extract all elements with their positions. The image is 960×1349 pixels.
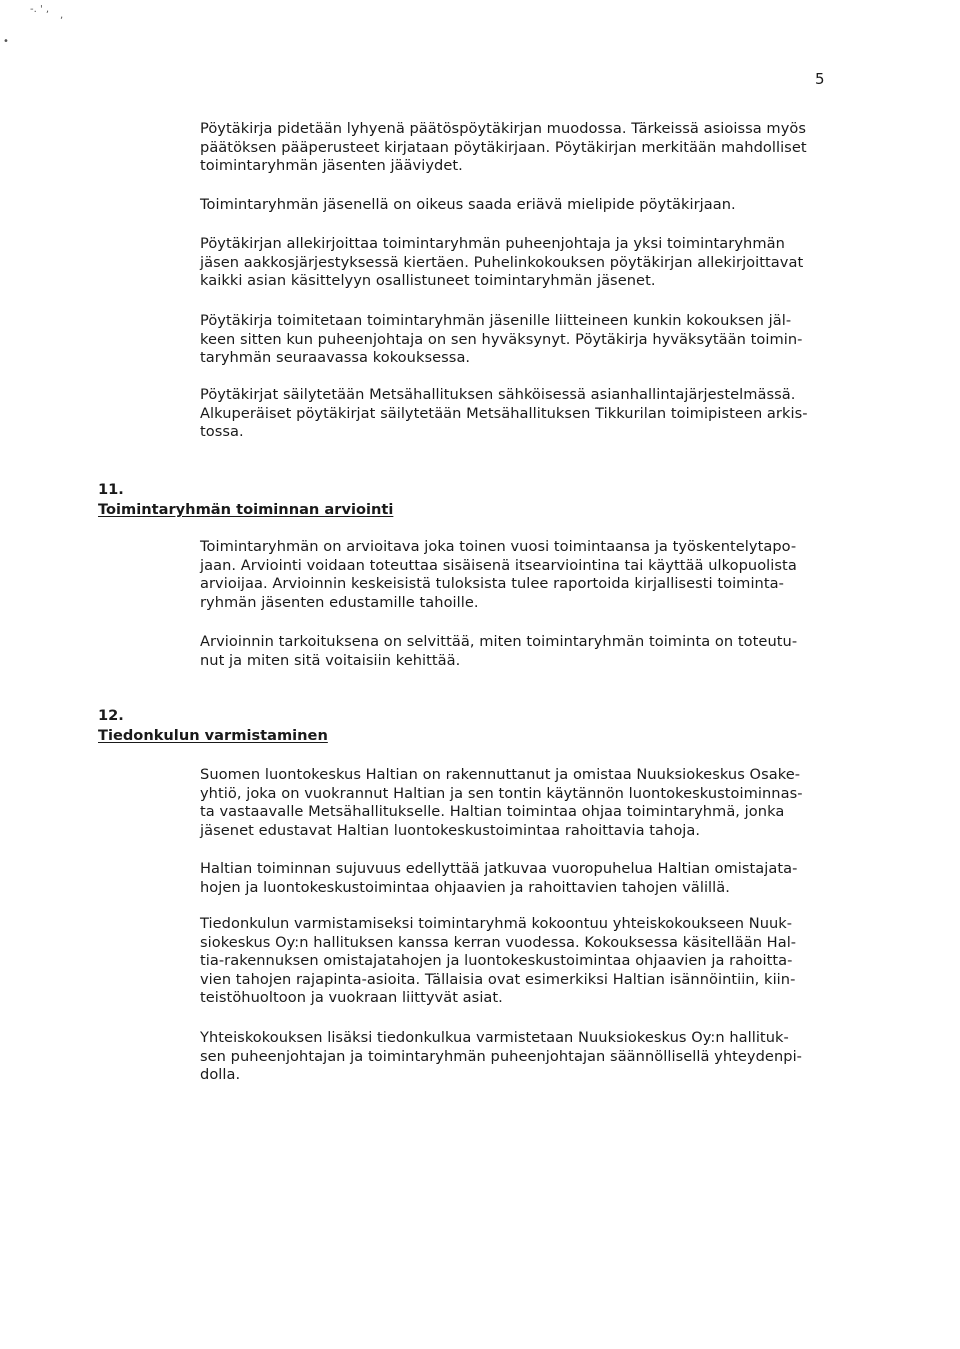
paragraph (200, 1029, 860, 1085)
text-line: Pöytäkirjan allekirjoittaa toimintaryhmän puheenjohtaja ja yksi toimintaryhmän (200, 235, 785, 252)
section-number: 12. (98, 707, 124, 724)
section-heading (98, 480, 393, 520)
text-line: Toimintaryhmän jäsenellä on oikeus saada eriävä mielipide pöytäkirjaan. (200, 196, 736, 213)
text-line: toimintaryhmän jäsenten jääviydet. (200, 157, 463, 175)
text-line: tia-rakennuksen omistajatahojen ja luontokeskustoimintaa ohjaavien ja rahoitta- (200, 952, 793, 970)
text-line: Pöytäkirjat säilytetään Metsähallituksen sähköisessä asianhallintajärjestelmässä. (200, 386, 796, 403)
text-line: jäsenet edustavat Haltian luontokeskustoimintaa rahoittavia tahoja. (200, 821, 701, 839)
text-line: Haltian toiminnan sujuvuus edellyttää jatkuvaa vuoropuhelua Haltian omistajata- (200, 860, 798, 877)
paragraph (200, 196, 860, 215)
text-line: tossa. (200, 423, 244, 441)
paragraph (200, 633, 860, 670)
text-line: sen puheenjohtajan ja toimintaryhmän puheenjohtajan säännöllisellä yhteydenpi- (200, 1047, 802, 1065)
paragraph (200, 538, 860, 612)
text-line: keen sitten kun puheenjohtaja on sen hyväksynyt. Pöytäkirja hyväksytään toimin- (200, 330, 803, 348)
paragraph (200, 766, 860, 840)
text-line: ryhmän jäsenten edustamille tahoille. (200, 593, 479, 611)
text-line: Pöytäkirja toimitetaan toimintaryhmän jäsenille liitteineen kunkin kokouksen jäl- (200, 312, 792, 329)
text-line: jäsen aakkosjärjestyksessä kiertäen. Puhelinkokouksen pöytäkirjan allekirjoittavat (200, 253, 804, 271)
text-line: arvioijaa. Arvioinnin keskeisistä tuloksista tulee raportoida kirjallisesti toiminta- (200, 575, 784, 593)
text-line: dolla. (200, 1066, 241, 1084)
text-line: hojen ja luontokeskustoimintaa ohjaavien ja rahoittavien tahojen välillä. (200, 878, 730, 896)
text-line: Arvioinnin tarkoituksena on selvittää, miten toimintaryhmän toiminta on toteutu- (200, 633, 798, 650)
paragraph (200, 386, 860, 442)
text-line: ta vastaavalle Metsähallitukselle. Haltian toimintaa ohjaa toimintaryhmä, jonka (200, 803, 785, 821)
section-title: Tiedonkulun varmistaminen (98, 727, 328, 744)
scan-artifact-mark: • (3, 36, 9, 47)
paragraph (200, 915, 860, 1008)
text-line: Yhteiskokouksen lisäksi tiedonkulkua varmistetaan Nuuksiokeskus Oy:n hallituk- (200, 1029, 789, 1046)
text-line: siokeskus Oy:n hallituksen kanssa kerran vuodessa. Kokouksessa käsitellään Hal- (200, 933, 797, 951)
scan-artifact-mark: -. ' , (30, 4, 50, 15)
text-line: jaan. Arviointi voidaan toteuttaa sisäisenä itsearviointina tai käyttää ulkopuolista (200, 556, 797, 574)
text-line: kaikki asian käsittelyyn osallistuneet toimintaryhmän jäsenet. (200, 272, 656, 290)
text-line: teistöhuoltoon ja vuokraan liittyvät asiat. (200, 989, 503, 1007)
text-line: Alkuperäiset pöytäkirjat säilytetään Metsähallituksen Tikkurilan toimipisteen arkis- (200, 404, 808, 422)
text-line: päätöksen pääperusteet kirjataan pöytäkirjaan. Pöytäkirjan merkitään mahdolliset (200, 138, 807, 156)
text-line: Toimintaryhmän on arvioitava joka toinen vuosi toimintaansa ja työskentelytapo- (200, 538, 797, 555)
text-line: yhtiö, joka on vuokrannut Haltian ja sen tontin käytännön luontokeskustoiminnas- (200, 784, 803, 802)
paragraph (200, 120, 860, 176)
paragraph (200, 312, 860, 368)
text-line: Pöytäkirja pidetään lyhyenä päätöspöytäkirjan muodossa. Tärkeissä asioissa myös (200, 120, 807, 137)
section-title: Toimintaryhmän toiminnan arviointi (98, 501, 394, 518)
section-heading (98, 706, 328, 746)
text-line: Suomen luontokeskus Haltian on rakennuttanut ja omistaa Nuuksiokeskus Osake- (200, 766, 801, 783)
text-line: Tiedonkulun varmistamiseksi toimintaryhmä kokoontuu yhteiskokoukseen Nuuk- (200, 915, 793, 932)
page-number: 5 (815, 70, 825, 88)
text-line: nut ja miten sitä voitaisiin kehittää. (200, 651, 461, 669)
section-number: 11. (98, 481, 124, 498)
text-line: vien tahojen rajapinta-asioita. Tällaisia ovat esimerkiksi Haltian isännöintiin, kiin- (200, 970, 796, 988)
text-line: taryhmän seuraavassa kokouksessa. (200, 349, 471, 367)
paragraph (200, 860, 860, 897)
scan-artifact-mark: , (60, 10, 64, 21)
paragraph (200, 235, 860, 291)
